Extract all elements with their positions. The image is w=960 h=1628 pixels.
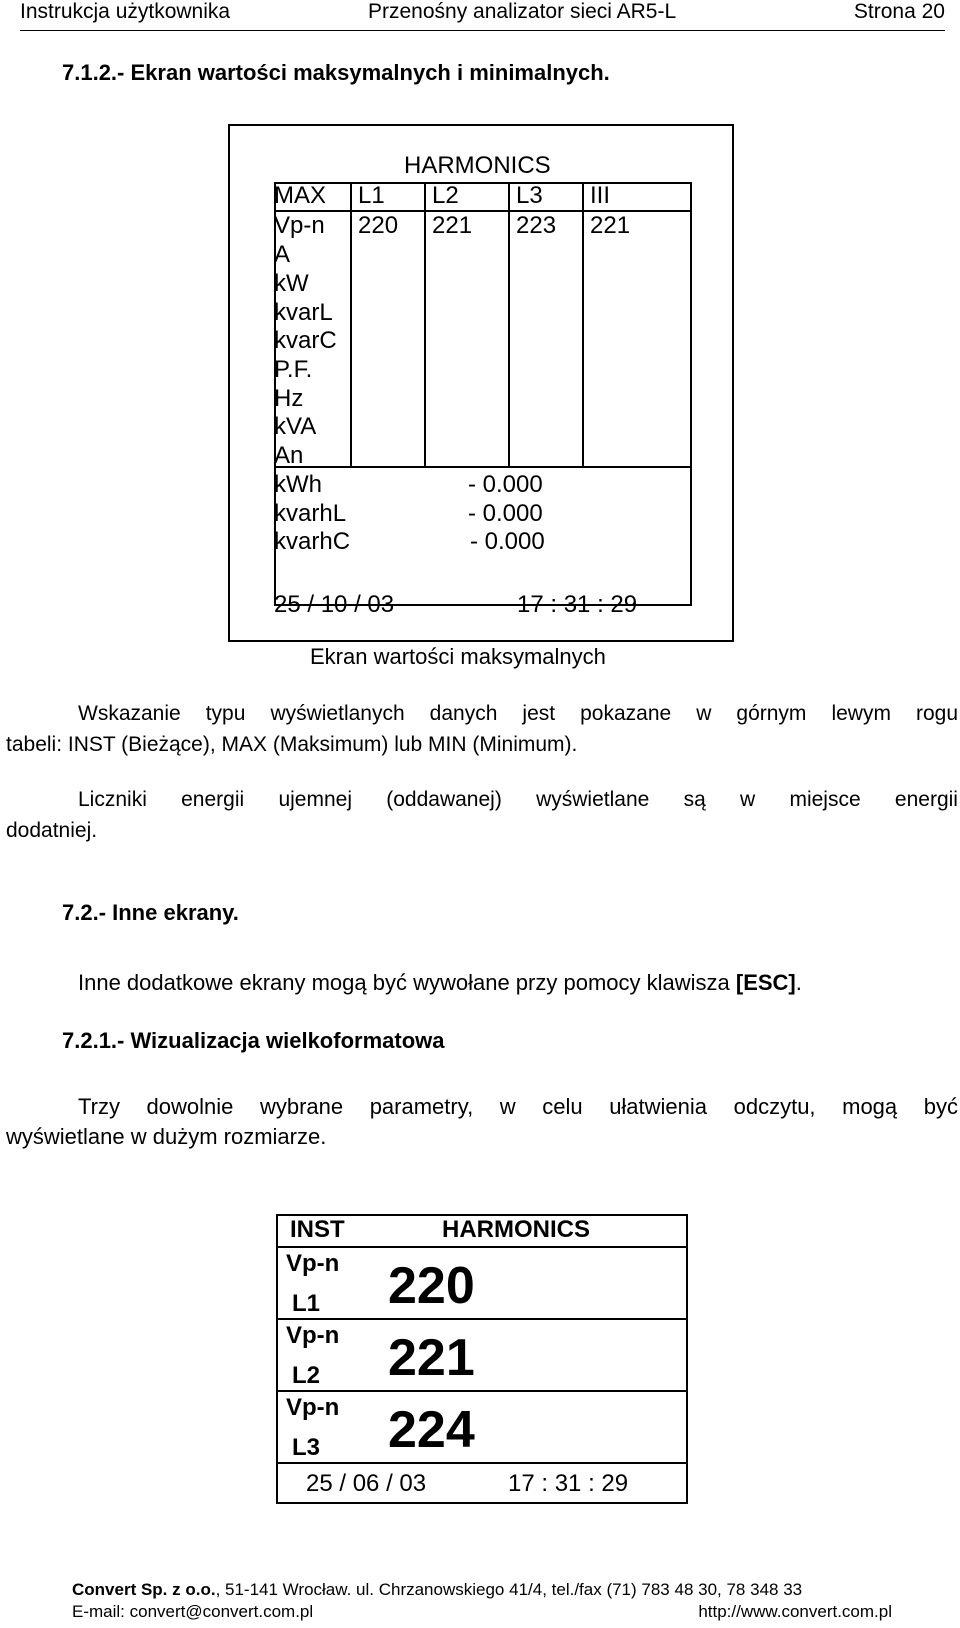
section-721-line-2: wyświetlane w dużym rozmiarze. bbox=[6, 1124, 327, 1149]
screen2-date: 25 / 06 / 03 bbox=[306, 1470, 427, 1497]
word: pokazane bbox=[580, 702, 672, 725]
screen2-mode: INST bbox=[290, 1216, 345, 1243]
word: celu bbox=[542, 1094, 583, 1119]
screen1-row-label: kVA bbox=[274, 413, 317, 440]
screen1-caption: Ekran wartości maksymalnych bbox=[310, 644, 606, 669]
word: wybrane bbox=[259, 1094, 344, 1119]
screen1-col-sep-3 bbox=[508, 182, 510, 468]
footer-address-line bbox=[72, 1580, 892, 1600]
screen2-row-line bbox=[278, 1390, 686, 1392]
screen1-value: 221 bbox=[590, 212, 631, 239]
screen1-row-label: kvarC bbox=[274, 327, 337, 354]
screen1-col-sep-1 bbox=[350, 182, 352, 468]
word: jest bbox=[522, 702, 556, 725]
word: rogu bbox=[915, 702, 958, 725]
screen1-energy-label: kvarhC bbox=[274, 528, 351, 555]
word: danych bbox=[429, 702, 498, 725]
word: odczytu, bbox=[733, 1094, 816, 1119]
screen2-row-line bbox=[278, 1318, 686, 1320]
screen1-title: HARMONICS bbox=[404, 152, 551, 179]
word: dowolnie bbox=[146, 1094, 234, 1119]
word: energii bbox=[894, 788, 958, 811]
screen2-header-line bbox=[278, 1246, 686, 1248]
word: wyświetlane bbox=[536, 788, 650, 811]
lcd-screen-large-format bbox=[276, 1214, 688, 1504]
paragraph-2-line-2: dodatniej. bbox=[6, 819, 98, 842]
screen1-col-sep-2 bbox=[424, 182, 426, 468]
screen1-col-total: III bbox=[590, 182, 611, 209]
esc-key-label: [ESC] bbox=[735, 970, 796, 995]
word: są bbox=[683, 788, 706, 811]
screen2-row-value: 224 bbox=[388, 1401, 475, 1459]
footer-company: Convert Sp. z o.o. bbox=[72, 1580, 216, 1599]
screen1-grid-bottom bbox=[274, 466, 692, 468]
section-721-line-1 bbox=[78, 1094, 958, 1120]
page-header bbox=[20, 0, 945, 31]
word: Trzy bbox=[78, 1094, 120, 1119]
screen1-time: 17 : 31 : 29 bbox=[517, 591, 638, 618]
word: lewym bbox=[831, 702, 891, 725]
header-page-number: Strona 20 bbox=[853, 0, 945, 23]
word: w bbox=[740, 788, 756, 811]
section-72-title: 7.2.- Inne ekrany. bbox=[62, 900, 239, 925]
footer-email[interactable]: E-mail: convert@convert.com.pl bbox=[72, 1602, 314, 1621]
screen2-row-label-top: Vp-n bbox=[286, 1322, 340, 1349]
section-72-text bbox=[78, 970, 802, 996]
screen1-energy-value: - 0.000 bbox=[468, 471, 543, 498]
screen1-col-sep-4 bbox=[582, 182, 584, 468]
screen1-row-label: kvarL bbox=[274, 299, 333, 326]
screen1-col-l3: L3 bbox=[516, 182, 543, 209]
screen2-row-label-top: Vp-n bbox=[286, 1250, 340, 1277]
section-72-text-after: . bbox=[795, 970, 802, 995]
screen1-energy-value: - 0.000 bbox=[470, 528, 545, 555]
header-product: Przenośny analizator sieci AR5-L bbox=[368, 0, 677, 23]
screen2-row-label-bottom: L2 bbox=[292, 1362, 321, 1389]
screen1-row-label: A bbox=[274, 241, 291, 268]
screen1-energy-value: - 0.000 bbox=[468, 500, 543, 527]
word: w bbox=[499, 1094, 516, 1119]
screen1-row-label: An bbox=[274, 442, 304, 469]
screen1-col-l1: L1 bbox=[358, 182, 385, 209]
word: być bbox=[923, 1094, 958, 1119]
screen2-title: HARMONICS bbox=[442, 1216, 590, 1243]
screen1-row-label: kW bbox=[274, 270, 309, 297]
footer-contact-line bbox=[72, 1602, 892, 1622]
footer-address: , 51-141 Wrocław. ul. Chrzanowskiego 41/4, tel./fax (71) 783 48 30, 78 348 33 bbox=[215, 1580, 803, 1599]
screen1-col-mode: MAX bbox=[274, 182, 327, 209]
screen1-value: 221 bbox=[432, 212, 473, 239]
word: Wskazanie bbox=[78, 702, 181, 725]
screen1-row-label: Hz bbox=[274, 385, 304, 412]
screen2-time: 17 : 31 : 29 bbox=[508, 1470, 629, 1497]
screen2-row-label-bottom: L3 bbox=[292, 1434, 321, 1461]
word: mogą bbox=[842, 1094, 898, 1119]
screen1-energy-label: kvarhL bbox=[274, 500, 347, 527]
screen2-row-value: 220 bbox=[388, 1257, 475, 1315]
screen1-row-label: P.F. bbox=[274, 356, 313, 383]
section-72-text-before: Inne dodatkowe ekrany mogą być wywołane przy pomocy klawisza bbox=[78, 970, 736, 995]
header-doc-title: Instrukcja użytkownika bbox=[20, 0, 231, 23]
word: typu bbox=[205, 702, 246, 725]
screen1-header-line bbox=[274, 182, 692, 184]
screen2-row-label-top: Vp-n bbox=[286, 1394, 340, 1421]
word: miejsce bbox=[789, 788, 861, 811]
footer-url[interactable]: http://www.convert.com.pl bbox=[698, 1602, 892, 1621]
screen1-energy-label: kWh bbox=[274, 471, 322, 498]
word: w bbox=[696, 702, 712, 725]
screen1-date: 25 / 10 / 03 bbox=[274, 591, 395, 618]
screen1-col-l2: L2 bbox=[432, 182, 459, 209]
screen1-row-label: Vp-n bbox=[274, 212, 325, 239]
word: (oddawanej) bbox=[386, 788, 502, 811]
word: Liczniki bbox=[78, 788, 147, 811]
paragraph-2-line-1 bbox=[78, 788, 958, 812]
section-712-title: 7.1.2.- Ekran wartości maksymalnych i minimalnych. bbox=[62, 60, 610, 85]
paragraph-1-line-1 bbox=[78, 702, 958, 726]
page-footer bbox=[72, 1580, 892, 1622]
lcd-screen-max bbox=[228, 124, 734, 642]
screen2-row-value: 221 bbox=[388, 1329, 475, 1387]
word: energii bbox=[181, 788, 245, 811]
section-721-title: 7.2.1.- Wizualizacja wielkoformatowa bbox=[62, 1028, 445, 1053]
word: górnym bbox=[736, 702, 807, 725]
screen1-right-edge bbox=[690, 182, 692, 468]
screen2-row-line bbox=[278, 1462, 686, 1464]
screen1-value: 220 bbox=[358, 212, 399, 239]
word: ułatwienia bbox=[609, 1094, 708, 1119]
screen2-row-label-bottom: L1 bbox=[292, 1290, 321, 1317]
word: wyświetlanych bbox=[270, 702, 405, 725]
word: parametry, bbox=[369, 1094, 474, 1119]
word: ujemnej bbox=[278, 788, 352, 811]
screen1-value: 223 bbox=[516, 212, 557, 239]
paragraph-1-line-2: tabeli: INST (Bieżące), MAX (Maksimum) lub MIN (Minimum). bbox=[6, 733, 578, 756]
